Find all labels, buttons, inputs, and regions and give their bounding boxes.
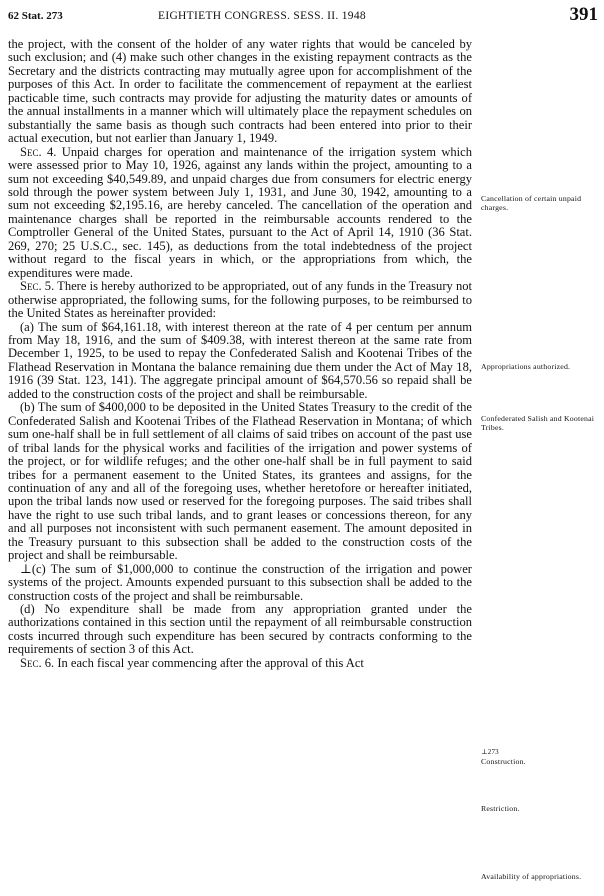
margin-note-appropriations: Appropriations authorized. [481,362,571,371]
margin-note-construction: Construction. [481,757,526,766]
section-text: In each fiscal year commencing after the approval of this Act [57,655,364,670]
subsection-b: (b) The sum of $400,000 to be deposited in the United States Treasury to the credit of the Confederated Salish and Kootenai Tribes of the Flathead Reservation in Montana; of which sum one-half shall be in full settlement of all claims of said tribes on account of the past use of tribal lands for the physical works and facilities of the irrigation and power systems of the project, or for wildlife refuges; and the other one-half shall be in full payment to said tribes for a permanent easement to the United States, its grantees and assigns, for the continuation of any and all of the foregoing uses, whether heretofore or hereafter initiated, upon the tribal lands now used or reserved for the foregoing purposes. The said tribes shall have the right to use such tribal lands, and to grant leases or concessions thereon, for any and all purposes not inconsistent with such permanent easement. The amount deposited in the Treasury pursuant to this subsection shall be added to the construction costs of the project and shall be reimbursable. [8,400,472,563]
margin-note-cancellation: Cancellation of certain unpaid charges. [481,194,582,212]
subsection-a: (a) The sum of $64,161.18, with interest thereon at the rate of 4 per centum per annum from May 18, 1916, and the sum of $409.38, with interest thereon at the same rate from December 1, 1925, to be used to repay the Confederated Salish and Kootenai Tribes of the Flathead Reservation in Montana the balance remaining due them under the Act of May 18, 1916 (39 Stat. 123, 141). The aggregate principal amount of $64,570.56 so repaid shall be added to the construction costs of the project and shall be reimbursable. [8,319,472,401]
stat-citation: 62 Stat. 273 [8,10,63,22]
page-number: 391 [569,4,598,25]
subsection-c [8,563,472,603]
margin-note-tribes: Confederated Salish and Kootenai Tribes. [481,414,595,432]
section-label: Sec. 5. [20,279,55,294]
paragraph-continuation: the project, with the consent of the holder of any water rights that would be canceled by such exclusion; and (4) make such other changes in the existing repayment contracts as the Secretary and the districts contracting may mutually agree upon for accomplishment of the purposes of this Act. In order to facilitate the commencement of repayment at the earliest pacticable time, such contracts may provide for adjusting the maturity dates or amounts of the annual installments in a manner which will ultimately place the repayment schedules on substantially the same basis as though such contracts had been entered into prior to their actual execution, but not earlier than January 1, 1949. [8,37,472,146]
stat-page-mark: ⊥ [20,561,32,576]
section-text: Unpaid charges for operation and maintenance of the irrigation system which were assessed prior to May 10, 1926, against any lands within the project, amounting to a sum not exceeding $40,549.89, and unpaid charges due from consumers for electric energy sold through the power system between July 1, 1931, and June 30, 1942, amounting to a sum not exceeding $2,195.16, are hereby canceled. The cancellation of the operation and maintenance charges shall be reported in the reimbursable accounts rendered to the Comptroller General of the United States, pursuant to the Act of April 14, 1910 (36 Stat. 269, 270; 25 U.S.C., sec. 145), as deductions from the total indebtedness of the project without regard to the fiscal years in which, or the appropriations from which, the expenditures were made. [8,144,472,280]
statute-text [8,38,472,670]
page-header [8,4,598,32]
margin-note-availability: Availability of appropriations. [481,872,582,881]
margin-note-stat-ref: ⊥273 [481,748,499,756]
section-label: Sec. 6. [20,655,55,670]
subsection-d: (d) No expenditure shall be made from any appropriation granted under the authorizations contained in this section until the repayment of all reimbursable construction costs incurred through such expenditure has been secured by contracts conforming to the requirements of section 3 of this Act. [8,602,472,657]
running-head: EIGHTIETH CONGRESS. SESS. II. 1948 [158,10,366,22]
section-text: There is hereby authorized to be appropriated, out of any funds in the Treasury not otherwise appropriated, the following sums, for the following purposes, to be reimbursed to the United States as hereinafter provided: [8,279,472,321]
section-label: Sec. 4. [20,144,57,159]
section-4 [8,146,472,281]
margin-note-restriction: Restriction. [481,804,520,813]
section-5 [8,280,472,320]
subsection-c-text: (c) The sum of $1,000,000 to continue the construction of the irrigation and power systems of the project. Amounts expended pursuant to this subsection shall be added to the construction costs of the project and shall be reimbursable. [8,561,472,603]
section-6 [8,657,472,670]
